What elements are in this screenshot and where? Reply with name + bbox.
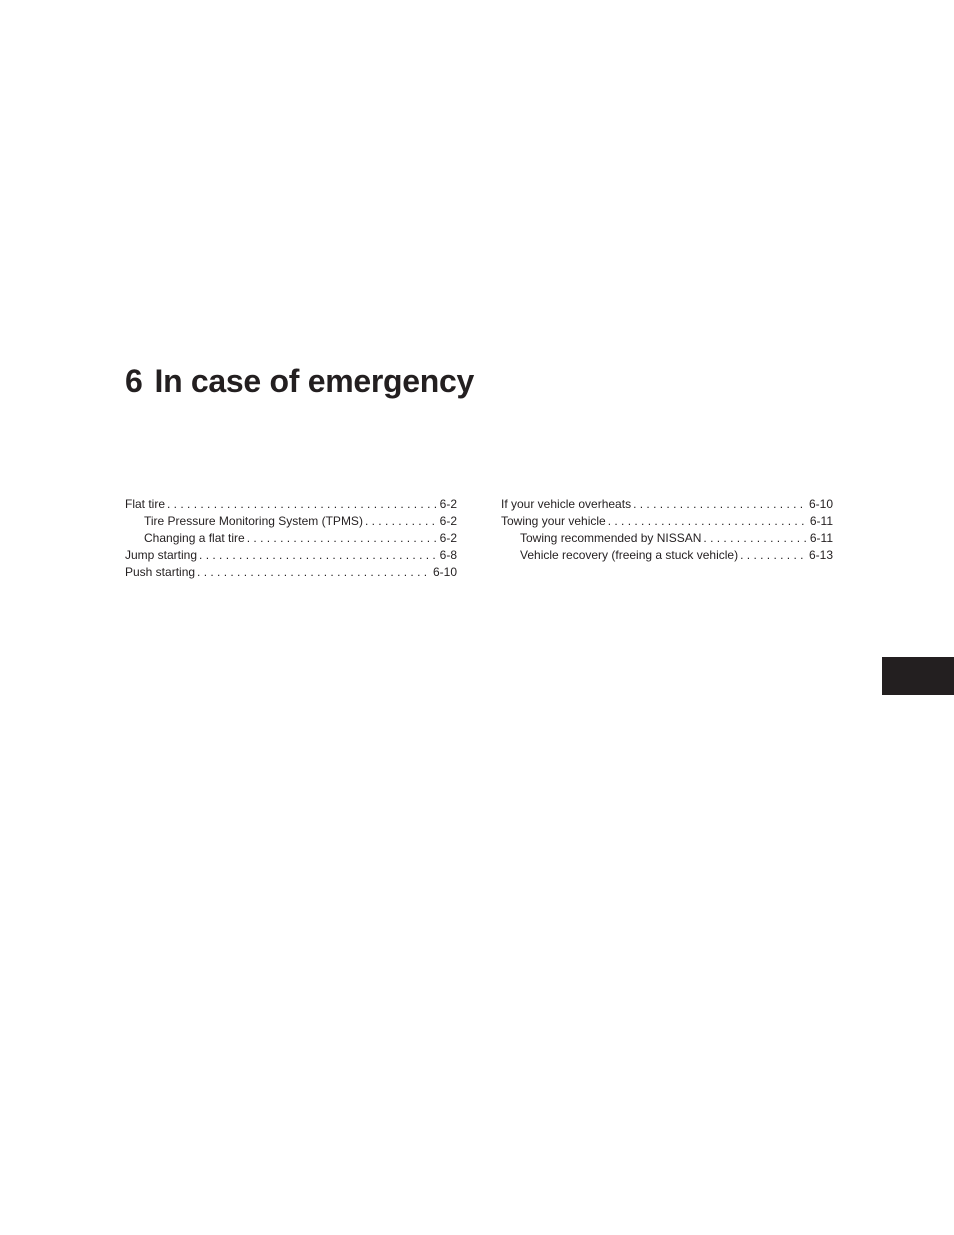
toc-entry-tpms[interactable]	[125, 513, 457, 530]
toc-entry-label: Towing your vehicle	[501, 514, 606, 528]
chapter-number: 6	[125, 363, 143, 399]
chapter-tab-marker	[882, 657, 954, 695]
dot-leader	[197, 564, 431, 581]
dot-leader	[365, 513, 438, 530]
toc-entry-label: Towing recommended by NISSAN	[520, 531, 702, 545]
toc-entry-towing-vehicle[interactable]	[501, 513, 833, 530]
toc-entry-page: 6-11	[809, 514, 833, 528]
toc-left-column	[125, 496, 457, 581]
chapter-title-text: In case of emergency	[154, 363, 474, 399]
toc-entry-label: Flat tire	[125, 497, 166, 511]
toc-entry-flat-tire[interactable]	[125, 496, 457, 513]
toc-entry-vehicle-recovery[interactable]	[501, 547, 833, 564]
toc-entry-page: 6-10	[808, 497, 833, 511]
dot-leader	[633, 496, 807, 513]
toc-entry-page: 6-11	[809, 531, 833, 545]
toc-entry-page: 6-2	[439, 497, 457, 511]
dot-leader	[608, 513, 808, 530]
toc-entry-page: 6-8	[439, 548, 457, 562]
toc-entry-page: 6-13	[808, 548, 833, 562]
toc-entry-label: Tire Pressure Monitoring System (TPMS)	[144, 514, 363, 528]
dot-leader	[247, 530, 438, 547]
dot-leader	[740, 547, 807, 564]
toc-entry-jump-starting[interactable]	[125, 547, 457, 564]
toc-entry-label: Jump starting	[125, 548, 198, 562]
toc-entry-label: Vehicle recovery (freeing a stuck vehicle)	[520, 548, 739, 562]
toc-entry-page: 6-2	[439, 531, 457, 545]
toc-entry-label: If your vehicle overheats	[501, 497, 632, 511]
toc-entry-label: Changing a flat tire	[144, 531, 245, 545]
toc-entry-vehicle-overheats[interactable]	[501, 496, 833, 513]
dot-leader	[199, 547, 438, 564]
toc-entry-towing-recommended[interactable]	[501, 530, 833, 547]
toc-entry-page: 6-2	[439, 514, 457, 528]
toc-entry-page: 6-10	[432, 565, 457, 579]
dot-leader	[703, 530, 807, 547]
toc-entry-changing-flat-tire[interactable]	[125, 530, 457, 547]
toc-entry-label: Push starting	[125, 565, 196, 579]
toc-right-column	[501, 496, 833, 564]
dot-leader	[167, 496, 438, 513]
chapter-title	[125, 359, 474, 403]
toc-entry-push-starting[interactable]	[125, 564, 457, 581]
